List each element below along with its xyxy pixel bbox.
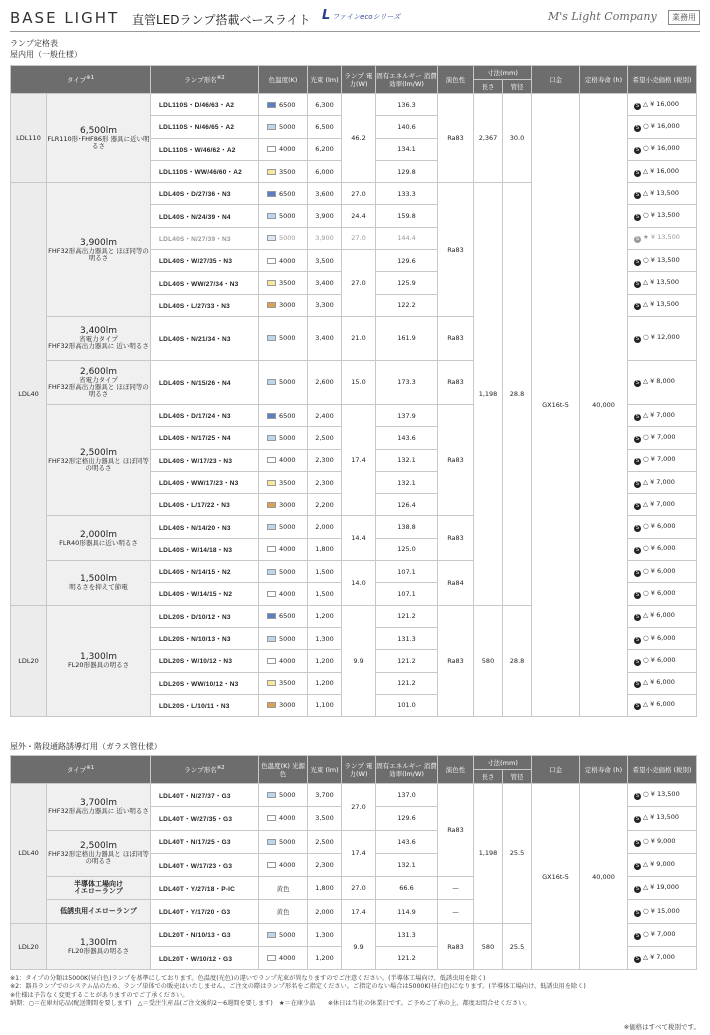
color-temp: 5000 xyxy=(259,205,308,227)
length: 1,198 xyxy=(474,784,503,924)
col-dim: 寸法(mm) xyxy=(474,66,532,80)
col-power: ランプ 電力(W) xyxy=(342,66,376,94)
power: 17.4 xyxy=(342,900,376,923)
footnotes xyxy=(10,975,700,1009)
color-temp: 5000 xyxy=(259,561,308,583)
color-temp: 4000 xyxy=(259,853,308,876)
price: S △ ¥ 13,500 xyxy=(628,294,697,316)
efficiency: 144.4 xyxy=(376,227,438,249)
efficiency: 138.8 xyxy=(376,516,438,538)
price: S ○ ¥ 16,000 xyxy=(628,138,697,160)
power: 27.0 xyxy=(342,227,376,249)
price: S ○ ¥ 7,000 xyxy=(628,923,697,946)
power: 9.9 xyxy=(342,605,376,716)
flux: 1,200 xyxy=(308,672,342,694)
efficiency: 107.1 xyxy=(376,583,438,605)
flux: 2,300 xyxy=(308,471,342,493)
color-temp: 3000 xyxy=(259,694,308,716)
price: S ○ ¥ 13,500 xyxy=(628,784,697,807)
col-power: ランプ 電力(W) xyxy=(342,756,376,784)
color-temp: 6500 xyxy=(259,404,308,426)
price: S △ ¥ 8,000 xyxy=(628,360,697,404)
category-cell: LDL40 xyxy=(11,784,47,924)
color-temp: 黄色 xyxy=(259,900,308,923)
model-name: LDL40S・N/24/39・N4 xyxy=(151,205,259,227)
footnote: ※2：器具ランプでのシステム品のため、ランプ単体での販売はいたしません。ご注文の際はランプ形名をご指定ください。ご指定のない場合は5000K(昼白色)になります。(半導体工場向け、低誘虫用を除く) xyxy=(10,983,586,991)
color-temp: 4000 xyxy=(259,250,308,272)
page-title: 直管LEDランプ搭載ベースライト xyxy=(132,13,311,27)
business-use-badge: 業務用 xyxy=(668,10,700,25)
flux: 1,300 xyxy=(308,627,342,649)
length: 580 xyxy=(474,605,503,716)
efficiency: 125.0 xyxy=(376,538,438,560)
flux: 3,300 xyxy=(308,294,342,316)
efficiency: 66.6 xyxy=(376,877,438,900)
color-temp: 5000 xyxy=(259,516,308,538)
efficiency: 125.9 xyxy=(376,272,438,294)
flux: 2,400 xyxy=(308,404,342,426)
outdoor-rating-table xyxy=(10,755,697,970)
type-cell: 3,700lm FHF32形高出力器具に 近い明るさ xyxy=(47,784,151,831)
diameter: 25.5 xyxy=(503,923,532,970)
type-cell: 1,300lm FL20形器具の明るさ xyxy=(47,923,151,970)
model-name: LDL40T・W/17/23・G3 xyxy=(151,853,259,876)
color-temp: 4000 xyxy=(259,138,308,160)
col-dim: 寸法(mm) xyxy=(474,756,532,770)
diameter: 28.8 xyxy=(503,183,532,605)
flux: 3,700 xyxy=(308,784,342,807)
col-flux: 光束 (lm) xyxy=(308,66,342,94)
flux: 2,500 xyxy=(308,427,342,449)
section-title: ランプ定格表 屋内用（一般仕様） xyxy=(10,39,82,59)
flux: 1,200 xyxy=(308,650,342,672)
efficiency: 129.6 xyxy=(376,807,438,830)
efficiency: 121.2 xyxy=(376,947,438,970)
price: S △ ¥ 7,000 xyxy=(628,947,697,970)
efficiency: 114.9 xyxy=(376,900,438,923)
flux: 3,400 xyxy=(308,316,342,360)
price: S △ ¥ 16,000 xyxy=(628,94,697,116)
efficiency: 121.2 xyxy=(376,650,438,672)
flux: 3,500 xyxy=(308,807,342,830)
efficiency: 122.2 xyxy=(376,294,438,316)
model-name: LDL40T・Y/17/20・G3 xyxy=(151,900,259,923)
category-cell: LDL20 xyxy=(11,923,47,970)
series-logo: Lファインecoシリーズ xyxy=(322,8,401,23)
cri: — xyxy=(438,900,474,923)
model-name: LDL40S・W/17/23・N3 xyxy=(151,449,259,471)
flux: 3,600 xyxy=(308,183,342,205)
price: S ○ ¥ 6,000 xyxy=(628,538,697,560)
price: S △ ¥ 9,000 xyxy=(628,853,697,876)
brand-name: BASE LIGHT xyxy=(10,9,120,27)
efficiency: 140.6 xyxy=(376,116,438,138)
efficiency: 134.1 xyxy=(376,138,438,160)
flux: 3,400 xyxy=(308,272,342,294)
model-name: LDL40S・W/14/15・N2 xyxy=(151,583,259,605)
footnote: ※1：タイプの分類は5000K(昼白色)ランプを基準にしております。色温度(光色)の違いでランプ光束が異なりますのでご注意ください。(半導体工場向け、低誘虫用を除く) xyxy=(10,975,486,982)
power: 15.0 xyxy=(342,360,376,404)
power: 21.0 xyxy=(342,316,376,360)
efficiency: 121.2 xyxy=(376,605,438,627)
cri: Ra83 xyxy=(438,784,474,877)
model-name: LDL40S・N/15/26・N4 xyxy=(151,360,259,404)
flux: 2,000 xyxy=(308,516,342,538)
color-temp: 3000 xyxy=(259,294,308,316)
col-length: 長さ xyxy=(474,80,503,94)
col-cri: 演色性 xyxy=(438,756,474,784)
price: S ○ ¥ 7,000 xyxy=(628,427,697,449)
flux: 1,800 xyxy=(308,538,342,560)
col-cri: 演色性 xyxy=(438,66,474,94)
efficiency: 132.1 xyxy=(376,471,438,493)
col-model: ランプ形名$^{※2}$ xyxy=(151,756,259,784)
price: S ○ ¥ 6,000 xyxy=(628,627,697,649)
power: 24.4 xyxy=(342,205,376,227)
flux: 1,200 xyxy=(308,947,342,970)
cri: Ra83 xyxy=(438,923,474,970)
efficiency: 132.1 xyxy=(376,449,438,471)
flux: 1,500 xyxy=(308,561,342,583)
color-temp: 黄色 xyxy=(259,877,308,900)
efficiency: 131.3 xyxy=(376,923,438,946)
color-temp: 3500 xyxy=(259,471,308,493)
cri: Ra83 xyxy=(438,183,474,317)
flux: 2,600 xyxy=(308,360,342,404)
power: 46.2 xyxy=(342,94,376,183)
type-cell: 2,500lm FHF32形定格出力器具と ほぼ同等の明るさ xyxy=(47,830,151,877)
efficiency: 173.3 xyxy=(376,360,438,404)
model-name: LDL40S・W/14/18・N3 xyxy=(151,538,259,560)
efficiency: 129.8 xyxy=(376,160,438,182)
efficiency: 107.1 xyxy=(376,561,438,583)
color-temp: 4000 xyxy=(259,538,308,560)
type-cell: 3,400lm 省電力タイプ FHF32形高出力器具に 近い明るさ xyxy=(47,316,151,360)
efficiency: 143.6 xyxy=(376,830,438,853)
type-cell: 2,500lm FHF32形定格出力器具と ほぼ同等の明るさ xyxy=(47,404,151,515)
efficiency: 121.2 xyxy=(376,672,438,694)
model-name: LDL40S・N/14/20・N3 xyxy=(151,516,259,538)
cri: Ra83 xyxy=(438,516,474,561)
price: S ○ ¥ 7,000 xyxy=(628,449,697,471)
price: S △ ¥ 6,000 xyxy=(628,672,697,694)
color-temp: 5000 xyxy=(259,427,308,449)
cri: Ra83 xyxy=(438,94,474,183)
model-name: LDL20S・N/10/13・N3 xyxy=(151,627,259,649)
cri: Ra84 xyxy=(438,561,474,606)
color-temp: 3000 xyxy=(259,494,308,516)
flux: 6,200 xyxy=(308,138,342,160)
efficiency: 161.9 xyxy=(376,316,438,360)
length: 580 xyxy=(474,923,503,970)
col-base: 口金 xyxy=(532,756,580,784)
page-header xyxy=(10,6,700,32)
flux: 1,800 xyxy=(308,877,342,900)
col-flux: 光束 (lm) xyxy=(308,756,342,784)
flux: 1,300 xyxy=(308,923,342,946)
color-temp: 5000 xyxy=(259,316,308,360)
flux: 2,300 xyxy=(308,449,342,471)
flux: 1,100 xyxy=(308,694,342,716)
efficiency: 132.1 xyxy=(376,853,438,876)
model-name: LDL20S・D/10/12・N3 xyxy=(151,605,259,627)
model-name: LDL40S・WW/27/34・N3 xyxy=(151,272,259,294)
model-name: LDL40S・D/17/24・N3 xyxy=(151,404,259,426)
color-temp: 4000 xyxy=(259,449,308,471)
color-temp: 6500 xyxy=(259,605,308,627)
power: 14.0 xyxy=(342,561,376,606)
indoor-rating-table xyxy=(10,65,697,717)
price: S ○ ¥ 13,500 xyxy=(628,250,697,272)
diameter: 30.0 xyxy=(503,94,532,183)
col-ct: 色温度(K) xyxy=(259,66,308,94)
col-diameter: 管径 xyxy=(503,80,532,94)
model-name: LDL40S・WW/17/23・N3 xyxy=(151,471,259,493)
color-temp: 6500 xyxy=(259,94,308,116)
price: S ○ ¥ 9,000 xyxy=(628,830,697,853)
type-cell: 3,900lm FHF32形高出力器具と ほぼ同等の明るさ xyxy=(47,183,151,317)
type-cell: 2,000lm FLR40形器具に近い明るさ xyxy=(47,516,151,561)
power: 14.4 xyxy=(342,516,376,561)
efficiency: 137.9 xyxy=(376,404,438,426)
power: 27.0 xyxy=(342,183,376,205)
model-name: LDL40T・N/27/37・G3 xyxy=(151,784,259,807)
color-temp: 4000 xyxy=(259,947,308,970)
flux: 2,200 xyxy=(308,494,342,516)
col-ct: 色温度(K) 光源色 xyxy=(259,756,308,784)
col-price: 希望小売価格 (税別) xyxy=(628,756,697,784)
price: S △ ¥ 16,000 xyxy=(628,160,697,182)
model-name: LDL40S・L/27/33・N3 xyxy=(151,294,259,316)
flux: 2,500 xyxy=(308,830,342,853)
diameter: 28.8 xyxy=(503,605,532,716)
price: S ○ ¥ 16,000 xyxy=(628,116,697,138)
efficiency: 133.3 xyxy=(376,183,438,205)
price: S △ ¥ 13,500 xyxy=(628,272,697,294)
price: S ○ ¥ 6,000 xyxy=(628,516,697,538)
price: S △ ¥ 13,500 xyxy=(628,183,697,205)
color-temp: 3500 xyxy=(259,272,308,294)
model-name: LDL110S・D/46/63・A2 xyxy=(151,94,259,116)
cri: — xyxy=(438,877,474,900)
type-cell: 半導体工場向け イエローランプ xyxy=(47,877,151,900)
price: S ○ ¥ 6,000 xyxy=(628,650,697,672)
base-type: GX16t-5 xyxy=(532,784,580,970)
cri: Ra83 xyxy=(438,360,474,404)
price: S △ ¥ 19,000 xyxy=(628,877,697,900)
footnote: 納期：○＝在庫対応品(配送期間を要します) △＝受注生産品(ご注文後約2～6週間を要します) ★＝在庫少品 ※休日は当社の休業日です。ご予めご了承の上、都度お問合せください。 xyxy=(10,1000,531,1008)
col-price: 希望小売価格 (税別) xyxy=(628,66,697,94)
color-temp: 5000 xyxy=(259,360,308,404)
price: S △ ¥ 6,000 xyxy=(628,605,697,627)
model-name: LDL20S・L/10/11・N3 xyxy=(151,694,259,716)
color-temp: 6500 xyxy=(259,183,308,205)
model-name: LDL40S・D/27/36・N3 xyxy=(151,183,259,205)
efficiency: 131.3 xyxy=(376,627,438,649)
col-eff: 固有エネルギー 消費効率(lm/W) xyxy=(376,756,438,784)
model-name: LDL110S・WW/46/60・A2 xyxy=(151,160,259,182)
flux: 3,900 xyxy=(308,205,342,227)
model-name: LDL40T・N/17/25・G3 xyxy=(151,830,259,853)
efficiency: 137.0 xyxy=(376,784,438,807)
category-cell: LDL110 xyxy=(11,94,47,183)
model-name: LDL20S・WW/10/12・N3 xyxy=(151,672,259,694)
type-cell: 1,300lm FL20形器具の明るさ xyxy=(47,605,151,716)
col-model: ランプ形名$^{※2}$ xyxy=(151,66,259,94)
color-temp: 3500 xyxy=(259,160,308,182)
price: S ○ ¥ 13,500 xyxy=(628,205,697,227)
col-type: タイプ$^{※1}$ xyxy=(11,756,151,784)
model-name: LDL40S・L/17/22・N3 xyxy=(151,494,259,516)
price: S △ ¥ 7,000 xyxy=(628,404,697,426)
price: S △ ¥ 7,000 xyxy=(628,471,697,493)
power: 27.0 xyxy=(342,250,376,317)
color-temp: 5000 xyxy=(259,830,308,853)
cri: Ra83 xyxy=(438,605,474,716)
flux: 3,900 xyxy=(308,227,342,249)
flux: 6,300 xyxy=(308,94,342,116)
footnote: ※仕様は予告なく変更することがありますのでご了承ください。 xyxy=(10,991,189,999)
price: S △ ¥ 13,500 xyxy=(628,807,697,830)
col-life: 定格寿命 (h) xyxy=(580,66,628,94)
model-name: LDL20T・W/10/12・G3 xyxy=(151,947,259,970)
col-eff: 固有エネルギー 消費効率(lm/W) xyxy=(376,66,438,94)
rated-life: 40,000 xyxy=(580,94,628,717)
color-temp: 4000 xyxy=(259,650,308,672)
color-temp: 4000 xyxy=(259,583,308,605)
power: 27.0 xyxy=(342,877,376,900)
price: S ★ ¥ 13,500 xyxy=(628,227,697,249)
flux: 2,000 xyxy=(308,900,342,923)
col-life: 定格寿命 (h) xyxy=(580,756,628,784)
col-diameter: 管径 xyxy=(503,770,532,784)
category-cell: LDL40 xyxy=(11,183,47,605)
diameter: 25.5 xyxy=(503,784,532,924)
color-temp: 5000 xyxy=(259,784,308,807)
flux: 6,000 xyxy=(308,160,342,182)
model-name: LDL110S・N/46/65・A2 xyxy=(151,116,259,138)
col-length: 長さ xyxy=(474,770,503,784)
model-name: LDL40S・N/17/25・N4 xyxy=(151,427,259,449)
price: S ○ ¥ 12,000 xyxy=(628,316,697,360)
rated-life: 40,000 xyxy=(580,784,628,970)
color-temp: 4000 xyxy=(259,807,308,830)
type-cell: 6,500lm FLR110形･FHF86形 器具に近い明るさ xyxy=(47,94,151,183)
model-name: LDL40T・Y/27/18・P-IC xyxy=(151,877,259,900)
color-temp: 3500 xyxy=(259,672,308,694)
color-temp: 5000 xyxy=(259,227,308,249)
efficiency: 126.4 xyxy=(376,494,438,516)
model-name: LDL40S・N/14/15・N2 xyxy=(151,561,259,583)
cri: Ra83 xyxy=(438,316,474,360)
type-cell: 低誘虫用イエローランプ xyxy=(47,900,151,923)
tax-note: ※価格はすべて税別です。 xyxy=(623,1023,700,1031)
cri: Ra83 xyxy=(438,404,474,515)
flux: 2,300 xyxy=(308,853,342,876)
col-base: 口金 xyxy=(532,66,580,94)
base-type: GX16t-5 xyxy=(532,94,580,717)
power: 9.9 xyxy=(342,923,376,970)
efficiency: 136.3 xyxy=(376,94,438,116)
color-temp: 5000 xyxy=(259,627,308,649)
type-cell: 2,600lm 省電力タイプ FHF32形高出力器具と ほぼ同等の明るさ xyxy=(47,360,151,404)
company-name: M's Light Company xyxy=(548,10,657,23)
model-name: LDL40S・W/27/35・N3 xyxy=(151,250,259,272)
flux: 6,500 xyxy=(308,116,342,138)
category-cell: LDL20 xyxy=(11,605,47,716)
length: 1,198 xyxy=(474,183,503,605)
efficiency: 129.6 xyxy=(376,250,438,272)
efficiency: 143.6 xyxy=(376,427,438,449)
model-name: LDL110S・W/46/62・A2 xyxy=(151,138,259,160)
efficiency: 101.0 xyxy=(376,694,438,716)
section-title-outdoor: 屋外・階段通路誘導灯用（ガラス管仕様） xyxy=(10,742,162,751)
flux: 3,500 xyxy=(308,250,342,272)
price: S ○ ¥ 6,000 xyxy=(628,561,697,583)
model-name: LDL20T・N/10/13・G3 xyxy=(151,923,259,946)
type-cell: 1,500lm 明るさを抑えて節電 xyxy=(47,561,151,606)
power: 17.4 xyxy=(342,830,376,877)
color-temp: 5000 xyxy=(259,923,308,946)
power: 27.0 xyxy=(342,784,376,831)
model-name: LDL40T・W/27/35・G3 xyxy=(151,807,259,830)
col-type: タイプ$^{※1}$ xyxy=(11,66,151,94)
model-name: LDL40S・N/27/39・N3 xyxy=(151,227,259,249)
model-name: LDL40S・N/21/34・N3 xyxy=(151,316,259,360)
price: S △ ¥ 7,000 xyxy=(628,494,697,516)
model-name: LDL20S・W/10/12・N3 xyxy=(151,650,259,672)
price: S ○ ¥ 6,000 xyxy=(628,583,697,605)
flux: 1,500 xyxy=(308,583,342,605)
flux: 1,200 xyxy=(308,605,342,627)
efficiency: 159.8 xyxy=(376,205,438,227)
color-temp: 5000 xyxy=(259,116,308,138)
power: 17.4 xyxy=(342,404,376,515)
price: S ○ ¥ 15,000 xyxy=(628,900,697,923)
length: 2,367 xyxy=(474,94,503,183)
price: S △ ¥ 6,000 xyxy=(628,694,697,716)
